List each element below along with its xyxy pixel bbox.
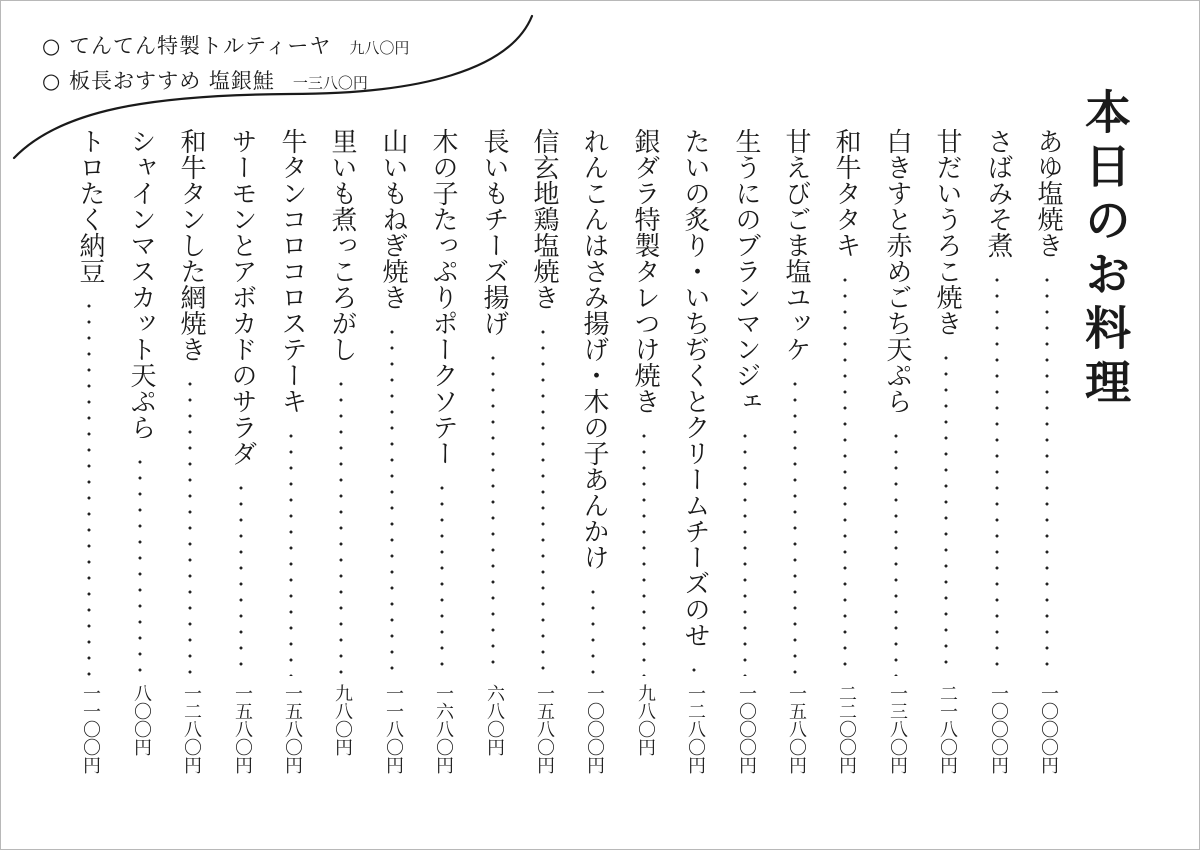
menu-item (123, 128, 159, 808)
menu-item (828, 128, 864, 808)
menu-item-name: 和牛タンした網焼き (176, 128, 206, 362)
menu-item-name: 甘だいうろこ焼き (932, 128, 962, 336)
menu-item-name: 木の子たっぷりポークソテー (428, 128, 458, 466)
menu-item (72, 128, 108, 808)
special-item-name: ○ てんてん特製トルティーヤ (42, 34, 332, 58)
menu-item (677, 128, 713, 808)
menu-item-price: 一五八〇円 (232, 684, 253, 774)
leader-dots (439, 480, 445, 676)
menu-item (980, 128, 1016, 808)
menu-item (375, 128, 411, 808)
menu-item-price: 一〇〇〇円 (988, 684, 1009, 774)
menu-item (929, 128, 965, 808)
leader-dots (540, 324, 546, 676)
leader-dots (893, 428, 899, 676)
leader-dots (338, 376, 344, 676)
special-item-price: 一三八〇円 (292, 74, 368, 92)
menu-item-name: サーモンとアボカドのサラダ (227, 128, 257, 466)
leader-dots (792, 376, 798, 676)
menu-item (576, 128, 612, 808)
menu-item-name: れんこんはさみ揚げ・木の子あんかけ (579, 128, 609, 570)
special-item (42, 65, 409, 100)
menu-item-price: 一六八〇円 (433, 684, 454, 774)
menu-item (526, 128, 562, 808)
menu-item (224, 128, 260, 808)
leader-dots (86, 298, 92, 676)
menu-item-name: 甘えびごま塩ユッケ (781, 128, 811, 362)
leader-dots (943, 350, 949, 676)
menu-item-price: 二二〇〇円 (836, 684, 857, 774)
menu-item (627, 128, 663, 808)
menu-item-price: 一五八〇円 (534, 684, 555, 774)
menu-item-price: 九八〇円 (635, 684, 656, 756)
menu-item-price: 六八〇円 (484, 684, 505, 756)
menu-item-name: 銀ダラ特製タレつけ焼き (630, 128, 660, 414)
menu-item-name: 里いも煮っころがし (327, 128, 357, 362)
leader-dots (691, 662, 697, 676)
menu-item-price: 一一八〇円 (383, 684, 404, 774)
menu-item-price: 一二八〇円 (181, 684, 202, 774)
specials-list (42, 30, 409, 100)
menu-item (778, 128, 814, 808)
special-item (42, 30, 409, 65)
leader-dots (187, 376, 193, 676)
leader-dots (842, 272, 848, 676)
menu-item-name: 牛タンコロコロステーキ (277, 128, 307, 414)
leader-dots (1044, 272, 1050, 676)
menu-item-price: 一二八〇円 (685, 684, 706, 774)
menu-item-name: 和牛タタキ (831, 128, 861, 258)
menu-item (879, 128, 915, 808)
leader-dots (742, 428, 748, 676)
menu-item-price: 一五八〇円 (786, 684, 807, 774)
special-item-name: ○ 板長おすすめ 塩銀鮭 (42, 69, 275, 93)
menu-item (1030, 128, 1066, 808)
menu-item-price: 一一〇〇円 (80, 684, 101, 774)
menu-item-price: 二一八〇円 (937, 684, 958, 774)
menu-item-name: 生うにのブランマンジェ (731, 128, 761, 414)
leader-dots (994, 272, 1000, 676)
menu-item (274, 128, 310, 808)
leader-dots (238, 480, 244, 676)
menu-item-name: 白きすと赤めごち天ぷら (882, 128, 912, 414)
menu-item-name: 山いもねぎ焼き (378, 128, 408, 310)
menu-item (173, 128, 209, 808)
menu-item-price: 一〇〇〇円 (584, 684, 605, 774)
menu-item-name: あゆ塩焼き (1033, 128, 1063, 258)
special-item-price: 九八〇円 (349, 39, 410, 57)
menu-item (324, 128, 360, 808)
menu-item-price: 一五八〇円 (282, 684, 303, 774)
menu-item-price: 一〇〇〇円 (1038, 684, 1059, 774)
leader-dots (641, 428, 647, 676)
leader-dots (590, 584, 596, 676)
leader-dots (137, 454, 143, 676)
leader-dots (389, 324, 395, 676)
menu-item-price: 九八〇円 (332, 684, 353, 756)
menu-item-price: 八〇〇円 (131, 684, 152, 756)
menu-item-name: シャインマスカット天ぷら (126, 128, 156, 440)
menu-item-name: 信玄地鶏塩焼き (529, 128, 559, 310)
menu-item-name: 長いもチーズ揚げ (479, 128, 509, 336)
menu-item-name: トロたく納豆 (75, 128, 105, 284)
menu-item (425, 128, 461, 808)
menu-item-name: たいの炙り・いちぢくとクリームチーズのせ (680, 128, 710, 648)
page-title: 本日のお料理 (1078, 88, 1132, 412)
menu-item (728, 128, 764, 808)
leader-dots (490, 350, 496, 676)
leader-dots (288, 428, 294, 676)
menu-item-name: さばみそ煮 (983, 128, 1013, 258)
menu-item (476, 128, 512, 808)
menu-item-price: 一三八〇円 (887, 684, 908, 774)
menu-item-price: 一〇〇〇円 (736, 684, 757, 774)
